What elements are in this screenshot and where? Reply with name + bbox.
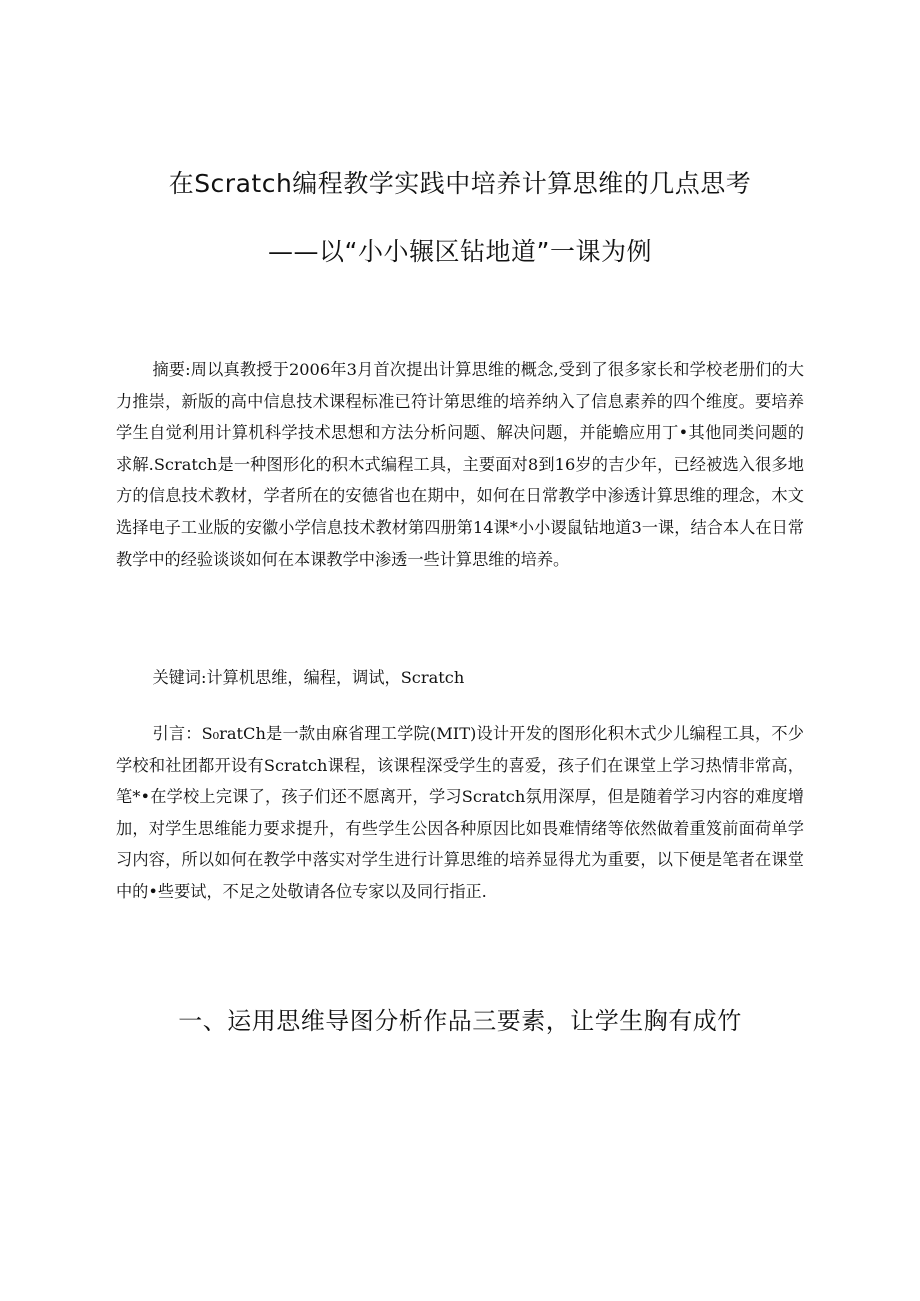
- abstract-paragraph: 摘要:周以真教授于2006年3月首次提出计算思维的概念,受到了很多家长和学校老册们的大力推崇，新版的高中信息技术课程标准已符计第思维的培养纳入了信息素养的四个维度。要培养学生自觉利用计算机科学技术思想和方法分析问题、解决问题，并能蟾应用丁•其他同类问题的求解.Scratch是一种图形化的积木式编程工具，主要面对8到16岁的吉少年，已经被选入很多地方的信息技术教材，学者所在的安德省也在期中，如何在日常教学中渗透计算思维的理念，木文选择电子工业版的安徽小学信息技术教材第四册第14课*小小谡鼠钻地道3一课，结合本人在日常教学中的经验谈谈如何在本课教学中渗透一些计算思维的培养。: [116, 360, 804, 569]
- keywords-paragraph: 关键词:计算机思维，编程，调试，Scratch: [152, 668, 465, 687]
- section-1-heading: 一、运用思维导图分析作品三要素，让学生胸有成竹: [178, 1007, 742, 1035]
- document-subtitle: ——以“小小辗区钻地道”一课为例: [268, 237, 652, 266]
- keywords-section: [116, 662, 804, 694]
- introduction-paragraph: 引言：S₀ratCh是一款由麻省理工学院(MIT)设计开发的图形化积木式少儿编程工具，不少学校和社团都开设有Scratch课程，该课程深受学生的喜爱，孩子们在课堂上学习热情非常高，笔*•在学校上完课了，孩子们还不愿离开，学习Scratch氛用深厚，但是随着学习内容的难度增加，对学生思维能力要求提升，有些学生公因各种原因比如畏难情绪等依然做着重笈前面荷单学习内容，所以如何在教学中落实对学生进行计算思维的培养显得尤为重要，以下便是笔者在课堂中的•些要试，不足之处敬请各位专家以及同行指正.: [116, 724, 804, 901]
- introduction-section: [116, 718, 804, 908]
- abstract-section: [116, 354, 804, 575]
- document-title: 在Scratch编程教学实践中培养计算思维的几点思考: [168, 169, 752, 198]
